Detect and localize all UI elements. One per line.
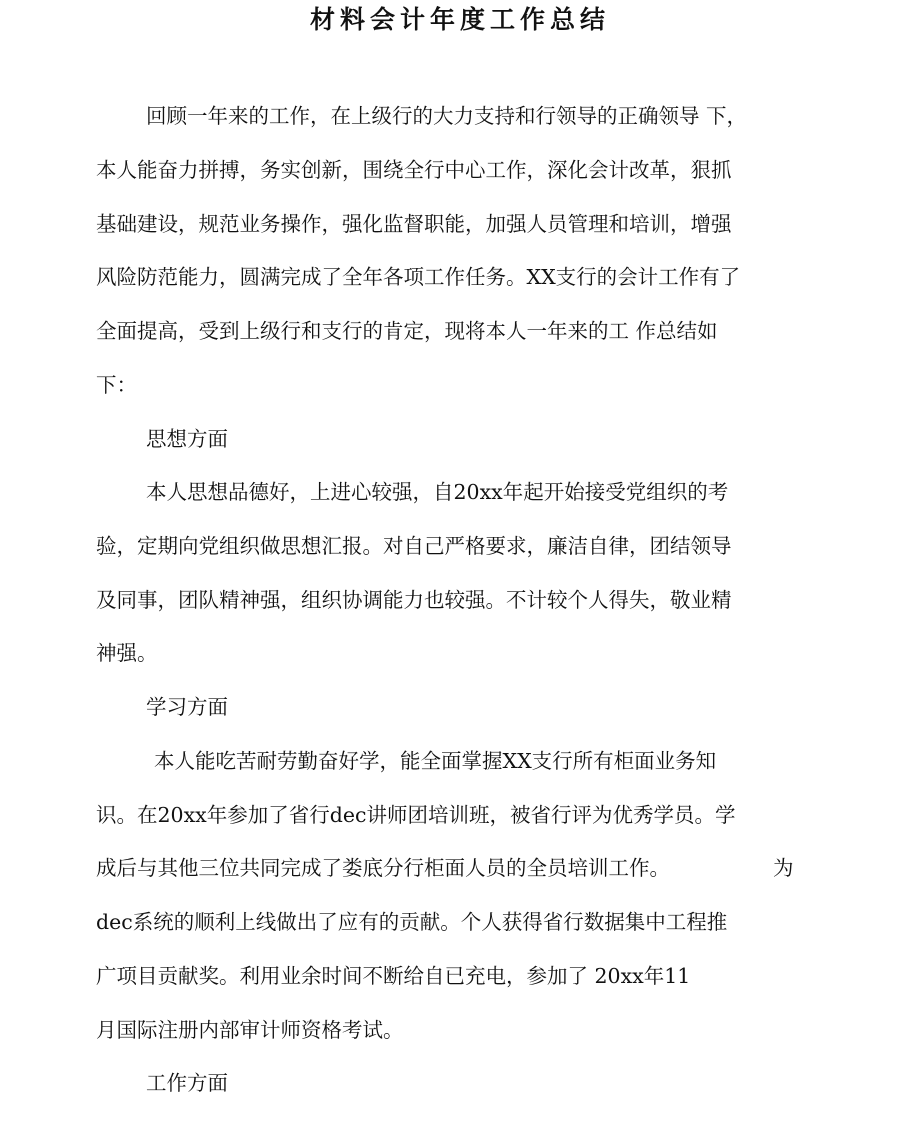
paragraph-line: 成后与其他三位共同完成了娄底分行柜面人员的全员培训工作。: [96, 856, 670, 880]
paragraph-line: 全面提高，受到上级行和支行的肯定，现将本人一年来的工 作总结如: [96, 319, 718, 343]
paragraph-line: 本人能奋力拼搏，务实创新，围绕全行中心工作，深化会计改革，狠抓: [96, 158, 732, 182]
paragraph-line: 月国际注册内部审计师资格考试。: [96, 1018, 404, 1042]
paragraph-line: 及同事，团队精神强，组织协调能力也较强。不计较个人得失，敬业精: [96, 588, 732, 612]
section-heading-study: 学习方面: [146, 695, 228, 719]
paragraph-line: 神强。: [96, 641, 158, 665]
paragraph-line: 本人思想品德好，上进心较强，自20xx年起开始接受党组织的考: [146, 480, 729, 504]
paragraph-line: 广项目贡献奖。利用业余时间不断给自已充电，参加了 20xx年11: [96, 964, 691, 988]
paragraph-line-fragment: 为: [773, 856, 794, 880]
paragraph-line: 回顾一年来的工作，在上级行的大力支持和行领导的正确领导 下，: [146, 104, 748, 128]
paragraph-line: 风险防范能力，圆满完成了全年各项工作任务。XX支行的会计工作有了: [96, 265, 741, 289]
section-heading-work: 工作方面: [146, 1071, 228, 1095]
paragraph-line: dec系统的顺利上线做出了应有的贡献。个人获得省行数据集中工程推: [96, 910, 728, 934]
document-title: 材料会计年度工作总结: [309, 5, 610, 34]
paragraph-line: 下：: [96, 373, 137, 397]
paragraph-line: 本人能吃苦耐劳勤奋好学，能全面掌握XX支行所有柜面业务知: [154, 749, 717, 773]
paragraph-line: 验，定期向党组织做思想汇报。对自己严格要求，廉洁自律，团结领导: [96, 534, 732, 558]
paragraph-line: 基础建设，规范业务操作，强化监督职能，加强人员管理和培训，增强: [96, 212, 732, 236]
section-heading-thought: 思想方面: [146, 427, 228, 451]
paragraph-line: 识。在20xx年参加了省行dec讲师团培训班，被省行评为优秀学员。学: [96, 803, 736, 827]
